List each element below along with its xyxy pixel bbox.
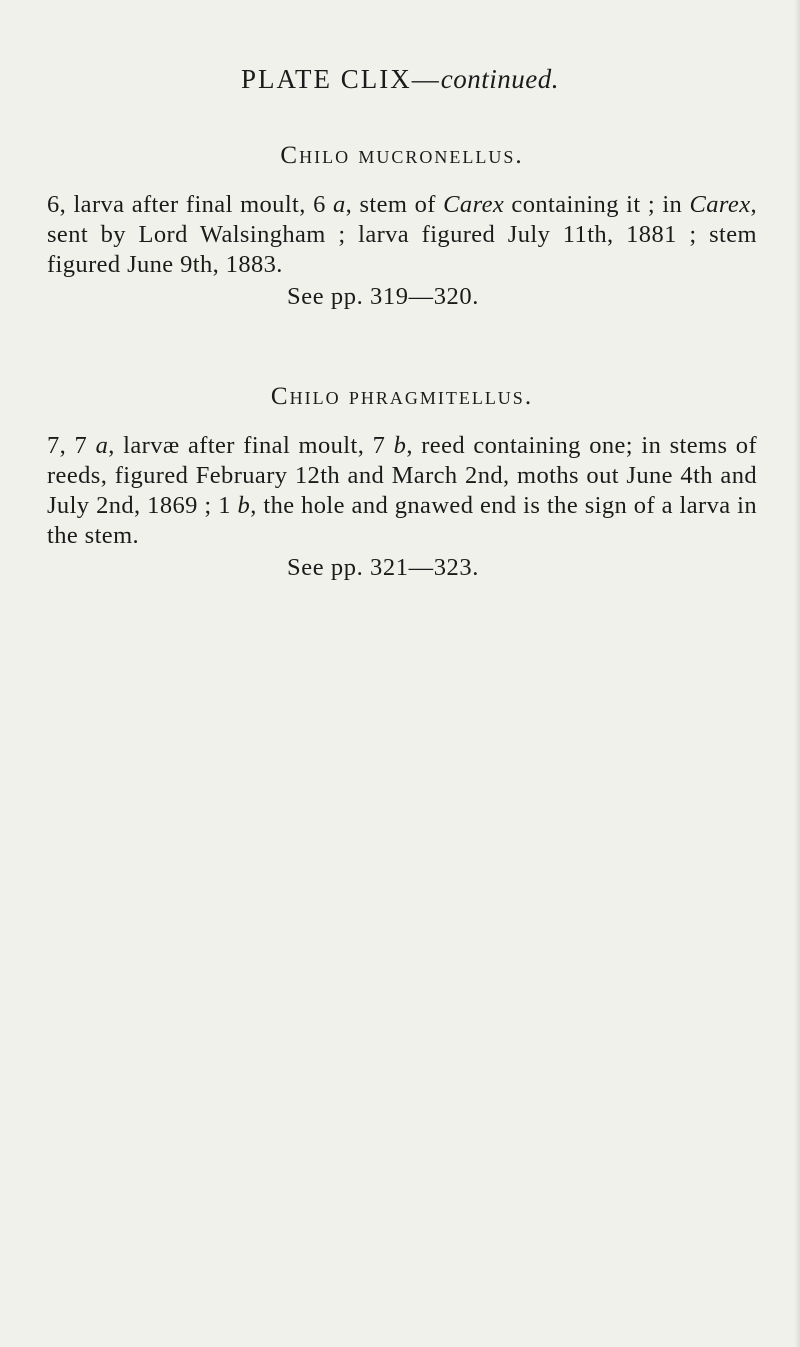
plate-title-continued: continued. [440, 64, 559, 94]
description-text: , the hole and gnawed end is the sign of a larva in the stem. [47, 492, 757, 549]
section-description [47, 431, 757, 551]
description-italic: b [393, 432, 407, 459]
paper-edge [794, 0, 800, 1347]
description-text: 6, larva after final moult, 6 [47, 191, 334, 218]
section-chilo-mucronellus [47, 143, 757, 312]
section-chilo-phragmitellus [47, 384, 757, 583]
description-text: 7, 7 [47, 432, 96, 459]
description-text: , larvæ after final moult, 7 [108, 432, 394, 459]
description-italic: a [95, 432, 109, 459]
description-text: , reed containing one; in stems of reeds, figured February 12th and March 2nd, moths out June 4th and July 2nd, 1869 ; 1 [47, 432, 758, 519]
page-title [0, 66, 800, 93]
description-italic: Carex [689, 191, 751, 218]
description-italic: b [237, 492, 251, 519]
page-reference: See pp. 319—320. [287, 283, 479, 310]
description-italic: Carex [443, 191, 505, 218]
description-text: , stem of [345, 191, 444, 218]
page-reference: See pp. 321—323. [287, 554, 479, 581]
section-heading: Chilo mucronellus. [280, 142, 524, 169]
description-text: , sent by Lord Walsingham ; larva figured July 11th, 1881 ; stem figured June 9th, 1883. [47, 191, 758, 278]
description-italic: a [333, 191, 346, 218]
plate-title: PLATE CLIX— [241, 64, 441, 94]
description-text: containing it ; in [504, 191, 690, 218]
section-heading: Chilo phragmitellus. [270, 383, 534, 410]
section-description [47, 190, 757, 280]
